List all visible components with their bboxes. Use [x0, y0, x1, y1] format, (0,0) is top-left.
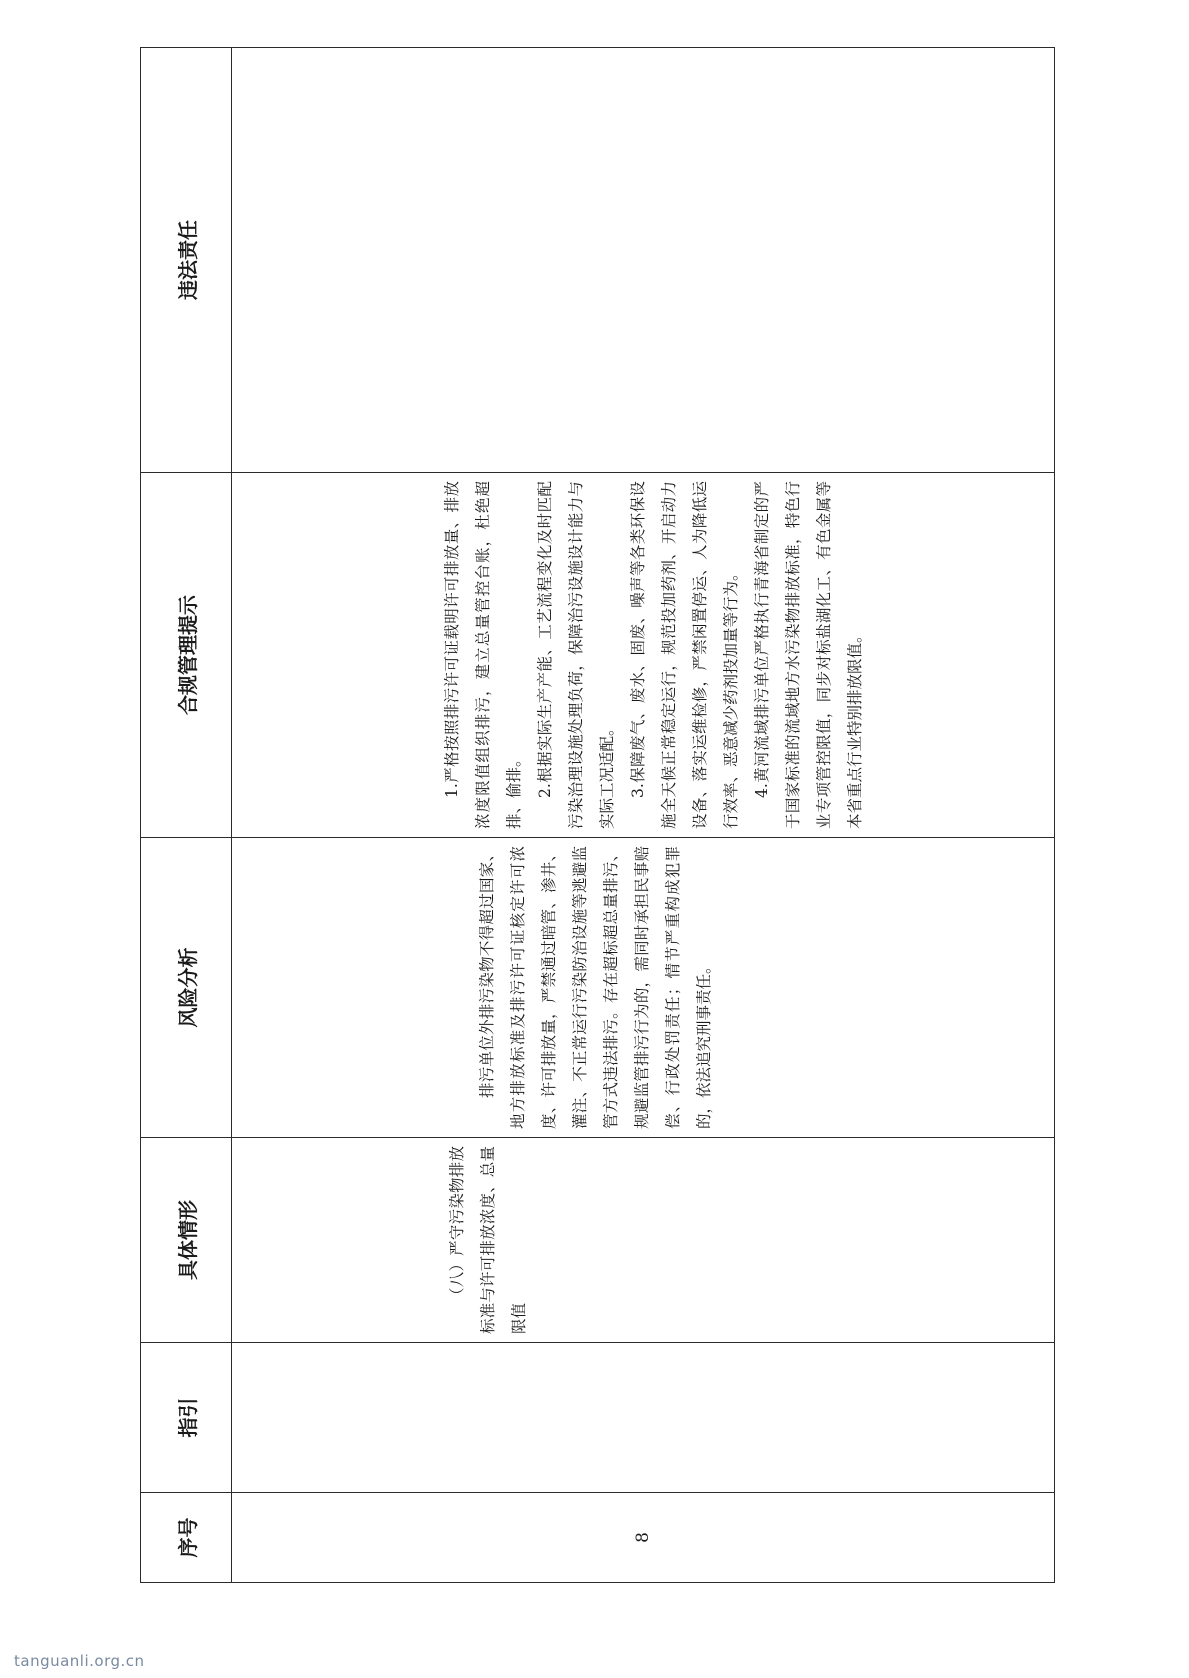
situation-text: （八）严守污染物排放标准与许可排放浓度、总量限值 — [448, 1146, 528, 1334]
cell-liability — [232, 48, 1055, 473]
table-row — [232, 48, 1055, 1583]
table-header-row — [141, 48, 232, 1583]
header-liability: 违法责任 — [141, 48, 232, 473]
regulation-table — [140, 47, 1055, 1583]
cell-guide — [232, 1343, 1055, 1493]
compliance-item: 4.黄河流域排污单位严格执行青海省制定的严于国家标准的流域地方水污染物排放标准，特色行业专项管控限值，同步对标盐湖化工、有色金属等本省重点行业特别排放限值。 — [753, 481, 864, 829]
liability-text — [232, 48, 248, 472]
cell-risk — [232, 838, 1055, 1138]
header-guide: 指引 — [141, 1343, 232, 1493]
compliance-list — [232, 473, 881, 837]
risk-text: 排污单位外排污染物不得超过国家、地方排放标准及排污许可证核定许可浓度、许可排放量，严禁通过暗管、渗井、灌注、不正常运行污染防治设施等逃避监管方式违法排污。存在超标超总量排污、规避监管排污行为的，需同时承担民事赔偿、行政处罚责任；情节严重构成犯罪的，依法追究刑事责任。 — [478, 846, 713, 1129]
header-risk: 风险分析 — [141, 838, 232, 1138]
header-compliance: 合规管理提示 — [141, 473, 232, 838]
cell-situation — [232, 1138, 1055, 1343]
compliance-item: 2.根据实际生产产能、工艺流程变化及时匹配污染治理设施处理负荷，保障治污设施设计能力与实际工况适配。 — [536, 481, 616, 829]
header-situation: 具体情形 — [141, 1138, 232, 1343]
compliance-item: 1.严格按照排污许可证载明许可排放量、排放浓度限值组织排污，建立总量管控台账，杜绝超排、偷排。 — [443, 481, 523, 829]
cell-compliance — [232, 473, 1055, 838]
cell-seq: 8 — [232, 1493, 1055, 1583]
compliance-item: 3.保障废气、废水、固废、噪声等各类环保设施全天候正常稳定运行，规范投加药剂、开启动力设备、落实运维检修，严禁闲置停运、人为降低运行效率、恶意减少药剂投加量等行为。 — [629, 481, 740, 829]
watermark: tanguanli.org.cn — [14, 1652, 145, 1670]
header-seq: 序号 — [141, 1493, 232, 1583]
